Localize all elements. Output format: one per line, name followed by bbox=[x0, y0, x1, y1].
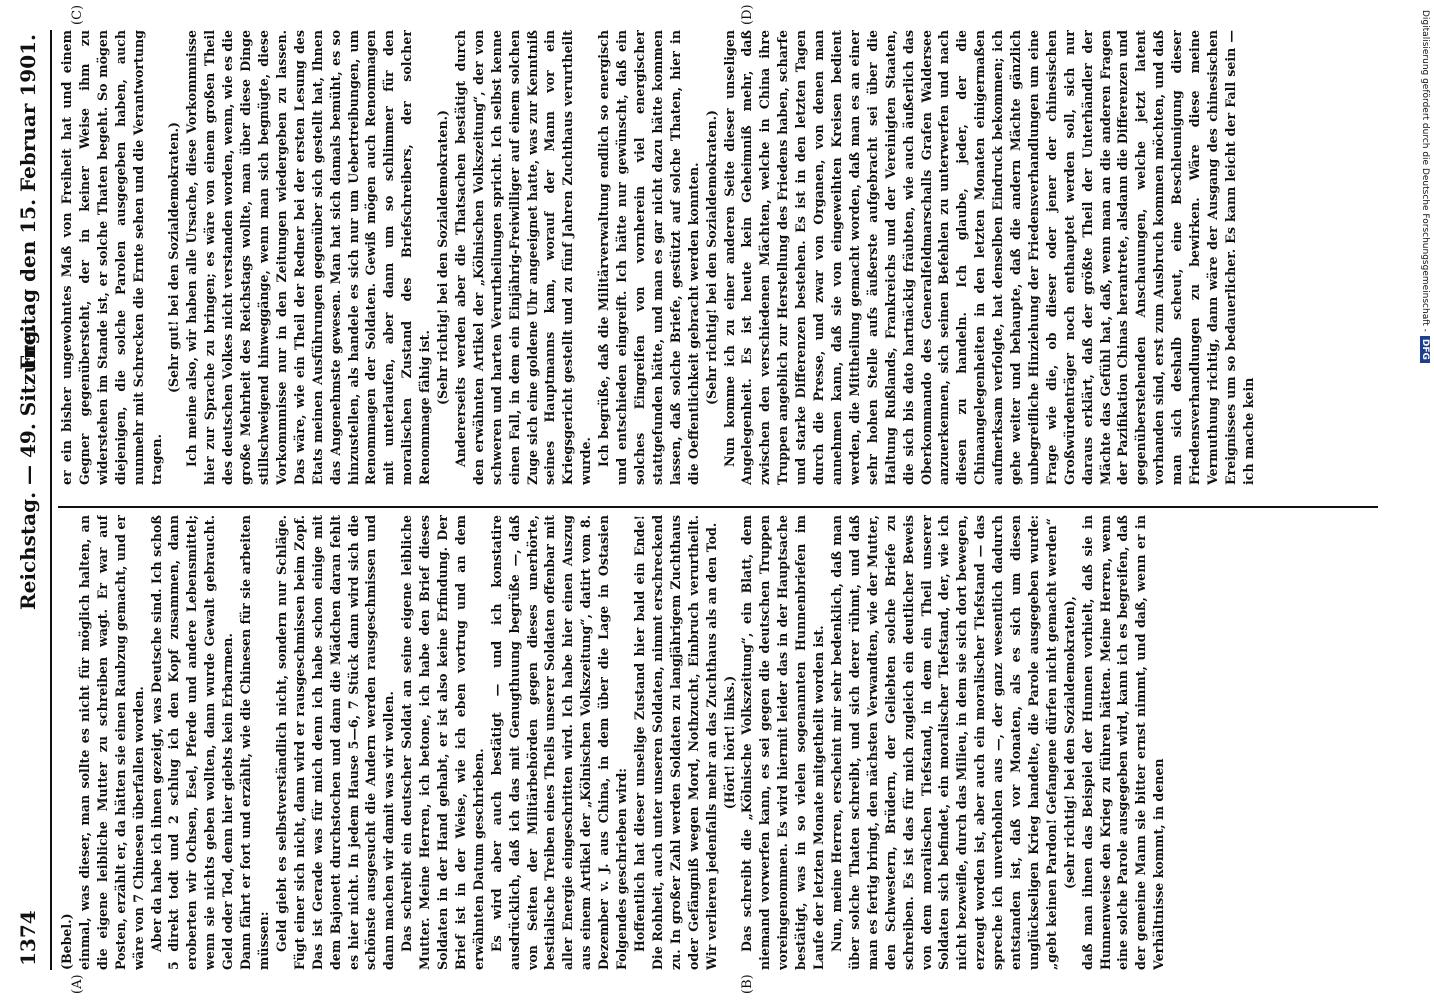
quoted-article: Hoffentlich hat dieser unselige Zustand hier bald ein Ende! Die Rohheit, auch unter unseren Soldaten, nimmt erschreckend zu. In großer Zahl werden Soldaten zu langjährigem Zuchthaus oder Gefängniß wegen Mord, Nothzucht, Einbruch verurtheilt. Wir verlieren jedenfalls mehr an das Zuchthaus als an den Tod. bbox=[632, 515, 719, 970]
margin-marker-c: (C) bbox=[70, 4, 85, 25]
paragraph: Ich begrüße, daß die Militärverwaltung endlich so energisch und entschieden eingreift. Ich hätte nur gewünscht, daß ein solches Eingreifen von vornherein viel energischer stattgefunden hätte, und man es gar nicht dazu hätte kommen lassen, daß solche Briefe, gestützt auf solche Thaten, hier in die Oeffentlichkeit gebracht werden konnten. bbox=[596, 30, 701, 485]
paragraph: Andererseits werden aber die Thatsachen bestätigt durch den erwähnten Artikel der „Kölnischen Volkszeitung“, der von schweren und harten Verurtheilungen spricht. Ich selbst kenne einen Fall, in dem ein Einjährig-Freiwilliger auf einem solchen Zuge sich eine goldene Uhr angeeignet hatte, was zur Kenntniß seines Hauptmanns kam, worauf der Mann vor ein Kriegsgericht gestellt und zu fünf Jahren Zuchthaus verurtheilt wurde. bbox=[452, 30, 594, 485]
paragraph: Das schreibt die „Kölnische Volkszeitung“, ein Blatt, dem niemand vorwerfen kann, es sei gegen die deutschen Truppen voreingenommen. Es wird hiermit leider das in der Hauptsache bestätigt, was in so vielen sogenannten Hunnenbriefen im Laufe der letzten Monate mitgetheilt worden ist. bbox=[739, 515, 827, 970]
page-number: 1374 bbox=[16, 910, 40, 966]
credit-text: Digitalisierung gefördert durch die Deutsche Forschungsgemeinschaft - bbox=[1420, 10, 1430, 332]
quoted-letter: Geld giebt es selbstverständlich nicht, sondern nur Schläge. Fügt einer sich nicht, dann wird er rausgeschmissen beim Zopf. Das ist Gerade was für mich denn ich habe schon einige mit dem Bajonett durchstochen und dann die Mädchen daran fehlt es hier nicht. In jedem Hause 5—6, 7 Stück dann wird sich die schönste ausgesucht die Andern werden rausgeschmissen und dann machen wir damit was wir wollen. bbox=[273, 515, 397, 970]
dfg-logo: DFG bbox=[1420, 336, 1430, 363]
paragraph: er ein bisher ungewohntes Maß von Freiheit hat und einem Gegner gegenübersteht, der in keiner Weise ihm zu widerstehen im Stande ist, er solche Thaten begeht. So mögen diejenigen, die solche Parolen ausgegeben haben, auch nunmehr mit Schrecken die Ernte sehen und die Verantwortung tragen. bbox=[59, 30, 164, 485]
interjection: (sehr richtig! bei den Sozialdemokraten), bbox=[1061, 596, 1077, 889]
interjection: (Sehr richtig! bei den Sozialdemokraten.) bbox=[703, 110, 719, 405]
right-column bbox=[58, 30, 1378, 485]
left-column bbox=[58, 515, 1378, 970]
paragraph: Dann fährt er fort und erzählt, wie die Chinesen für sie arbeiten müssen: bbox=[238, 515, 271, 970]
session-title: Reichstag. — 49. Sitzung. bbox=[16, 323, 40, 610]
digitization-credit bbox=[1418, 10, 1432, 990]
column-divider bbox=[58, 506, 1378, 508]
interjection: (Sehr richtig! bei den Sozialdemokraten.) bbox=[435, 110, 451, 405]
paragraph: daß man ihnen das Beispiel der Hunnen vorhielt, daß sie in Hunnenweise den Krieg zu führen hätten. Meine Herren, wenn eine solche Parole ausgegeben wird, kann ich es begreifen, daß der gemeine Mann sie bitter ernst nimmt, und daß, wenn er in Verhältnisse kommt, in denen bbox=[1079, 515, 1167, 970]
paragraph: Das schreibt ein deutscher Soldat an seine eigene leibliche Mutter. Meine Herren, ich betone, ich habe den Brief dieses Soldaten in der Hand gehabt, er ist also keine Erfindung. Der Brief ist in der Weise, wie ich eben vortrug und an dem erwähnten Datum geschrieben. bbox=[399, 515, 486, 970]
paragraph: Es wird aber auch bestätigt — und ich konstatire ausdrücklich, daß ich das mit Genugthuung begrüße —, daß von Seiten der Militärbehörden gegen dieses unerhörte, bestialische Treiben eines Theils unserer Soldaten offenbar mit aller Energie eingeschritten wird. Ich habe hier einen Auszug aus einem Artikel der „Kölnischen Volkszeitung“, datirt vom 8. Dezember v. J. aus China, in dem über die Lage in Ostasien Folgendes geschrieben wird: bbox=[488, 515, 630, 970]
page-header bbox=[10, 30, 52, 970]
speaker-label: (Bebel.) bbox=[59, 913, 74, 970]
margin-marker-d: (D) bbox=[740, 4, 755, 25]
session-date: Freitag den 15. Februar 1901. bbox=[16, 34, 40, 370]
paragraph: Ich meine also, wir haben alle Ursache, diese Vorkommnisse hier zur Sprache zu bringen; es wäre von einem großen Theil des deutschen Volkes nicht verstanden worden, wenn, wie es die große Mehrheit des Reichstags wollte, man über diese Dinge stillschweigend hinweggänge, wenn man sich begnügte, diese Vorkommnisse nur in den Zeitungen wiedergeben zu lassen. Das wäre, wie ein Theil der Redner bei der ersten Lesung des Etats meinen Ausführungen gegenüber sich gestellt hat, Ihnen das Angenehmste gewesen. Man hat sich damals bemüht, es so hinzustellen, als handele es sich nur um Uebertreibungen, um Renommagen der Soldaten. Gewiß mögen auch Renommagen mit unterlaufen, aber dann um so schlimmer für den moralischen Zustand des Briefschreibers, der solcher Renommage fähig ist. bbox=[184, 30, 433, 485]
interjection: (Hört! hört! links.) bbox=[721, 675, 737, 810]
paragraph: einmal, was dieser, man sollte es nicht für möglich halten, an die eigene leibliche Mutter zu schreiben wagt. Er war auf Posten, erzählt er, da hätten sie einen Raubzug gemacht, und er wäre von 7 Chinesen überfallen worden. bbox=[76, 515, 146, 970]
margin-marker-a: (A) bbox=[70, 974, 85, 994]
paragraph: Nun komme ich zu einer anderen Seite dieser unseligen Angelegenheit. Es ist heute kein Geheimniß mehr, daß zwischen den verschiedenen Mächten, welche in China ihre Truppen angeblich zur Herstellung des Friedens haben, scharfe und starke Differenzen bestehen. Es ist in den letzten Tagen durch die Presse, und zwar von Organen, von denen man annehmen kann, daß sie von eingeweihten Kreisen bedient werden, die Mittheilung gemacht worden, daß man es an einer sehr hohen Stelle aufs äußerste aufgebracht sei über die Haltung Rußlands, Frankreichs und der Vereinigten Staaten, die sich bis dato hartnäckig fräubten, wie auch äußerlich das Oberkommando des Generalfeldmarschalls Grafen Waldersee anzuerkennen, sich seinen Befehlen zu unterwerfen und nach diesen zu handeln. Ich glaube, jeder, der die Chinaangelegenheiten in den letzten Monaten einigermaßen aufmerksam verfolgte, hat denselben Eindruck bekommen; ich gehe weiter und behaupte, daß die andern Mächte gänzlich unbegreifliche Hinziehung der Friedensverhandlungen um eine Frage wie die, ob dieser oder jener der chinesischen Großwürdenträger noch enthauptet werden soll, sich nur daraus erklärt, daß der größte Theil der Unterhändler der Mächte das Gefühl hat, daß, wenn man an die anderen Fragen der Pazifikation Chinas herantrete, alsdann die Differenzen und gegenüberstehenden Anschauungen, welche jetzt latent vorhanden sind, erst zum Ausbruch kommen möchten, und daß man sich deshalb scheut, eine Beschleunigung dieser Friedensverhandlungen zu bewirken. Wäre diese meine Vermuthung richtig, dann wäre der Ausgang des chinesischen Ereignisses um so bedauerlicher. Es kann leicht der Fall sein — ich mache kein bbox=[721, 30, 1256, 485]
interjection: (Sehr gut! bei den Sozialdemokraten.) bbox=[166, 121, 182, 394]
paragraph: Nun, meine Herren, erscheint mir sehr bedenklich, daß man über solche Thaten schreibt, und sich derer rühmt, und daß man es fertig bringt, den nächsten Verwandten, wie der Mutter, den Schwestern, Brüdern, der Geliebten solche Briefe zu schreiben. Es ist das für mich zugleich ein deutlicher Beweis von dem moralischen Tiefstand, in dem ein Theil unserer Soldaten sich befindet, ein moralischer Tiefstand, der, wie ich nicht bezweifle, durch das Milieu, in dem sie sich dort bewegen, erzeugt worden ist, aber auch ein moralischer Tiefstand — das spreche ich unverhohlen aus —, der ganz wesentlich dadurch entstanden ist, daß vor Monaten, als es sich um diesen unglückseligen Krieg handelte, die Parole ausgegeben wurde: „gebt keinen Pardon! Gefangene dürfen nicht gemacht werden“ bbox=[828, 515, 1059, 970]
margin-marker-b: (B) bbox=[740, 974, 755, 994]
quoted-letter: Aber da habe ich ihnen gezeigt, was Deutsche sind. Ich schoß 5 direkt todt und 2 schlug ich den Kopf zusammen, dann eroberten wir Ochsen, Esel, Pferde und andere Lebensmittel; wenn sie nichts geben wollten, dann wurde Gewalt gebraucht. Geld oder Tod, denn hier giebts kein Erbarmen. bbox=[148, 515, 236, 970]
